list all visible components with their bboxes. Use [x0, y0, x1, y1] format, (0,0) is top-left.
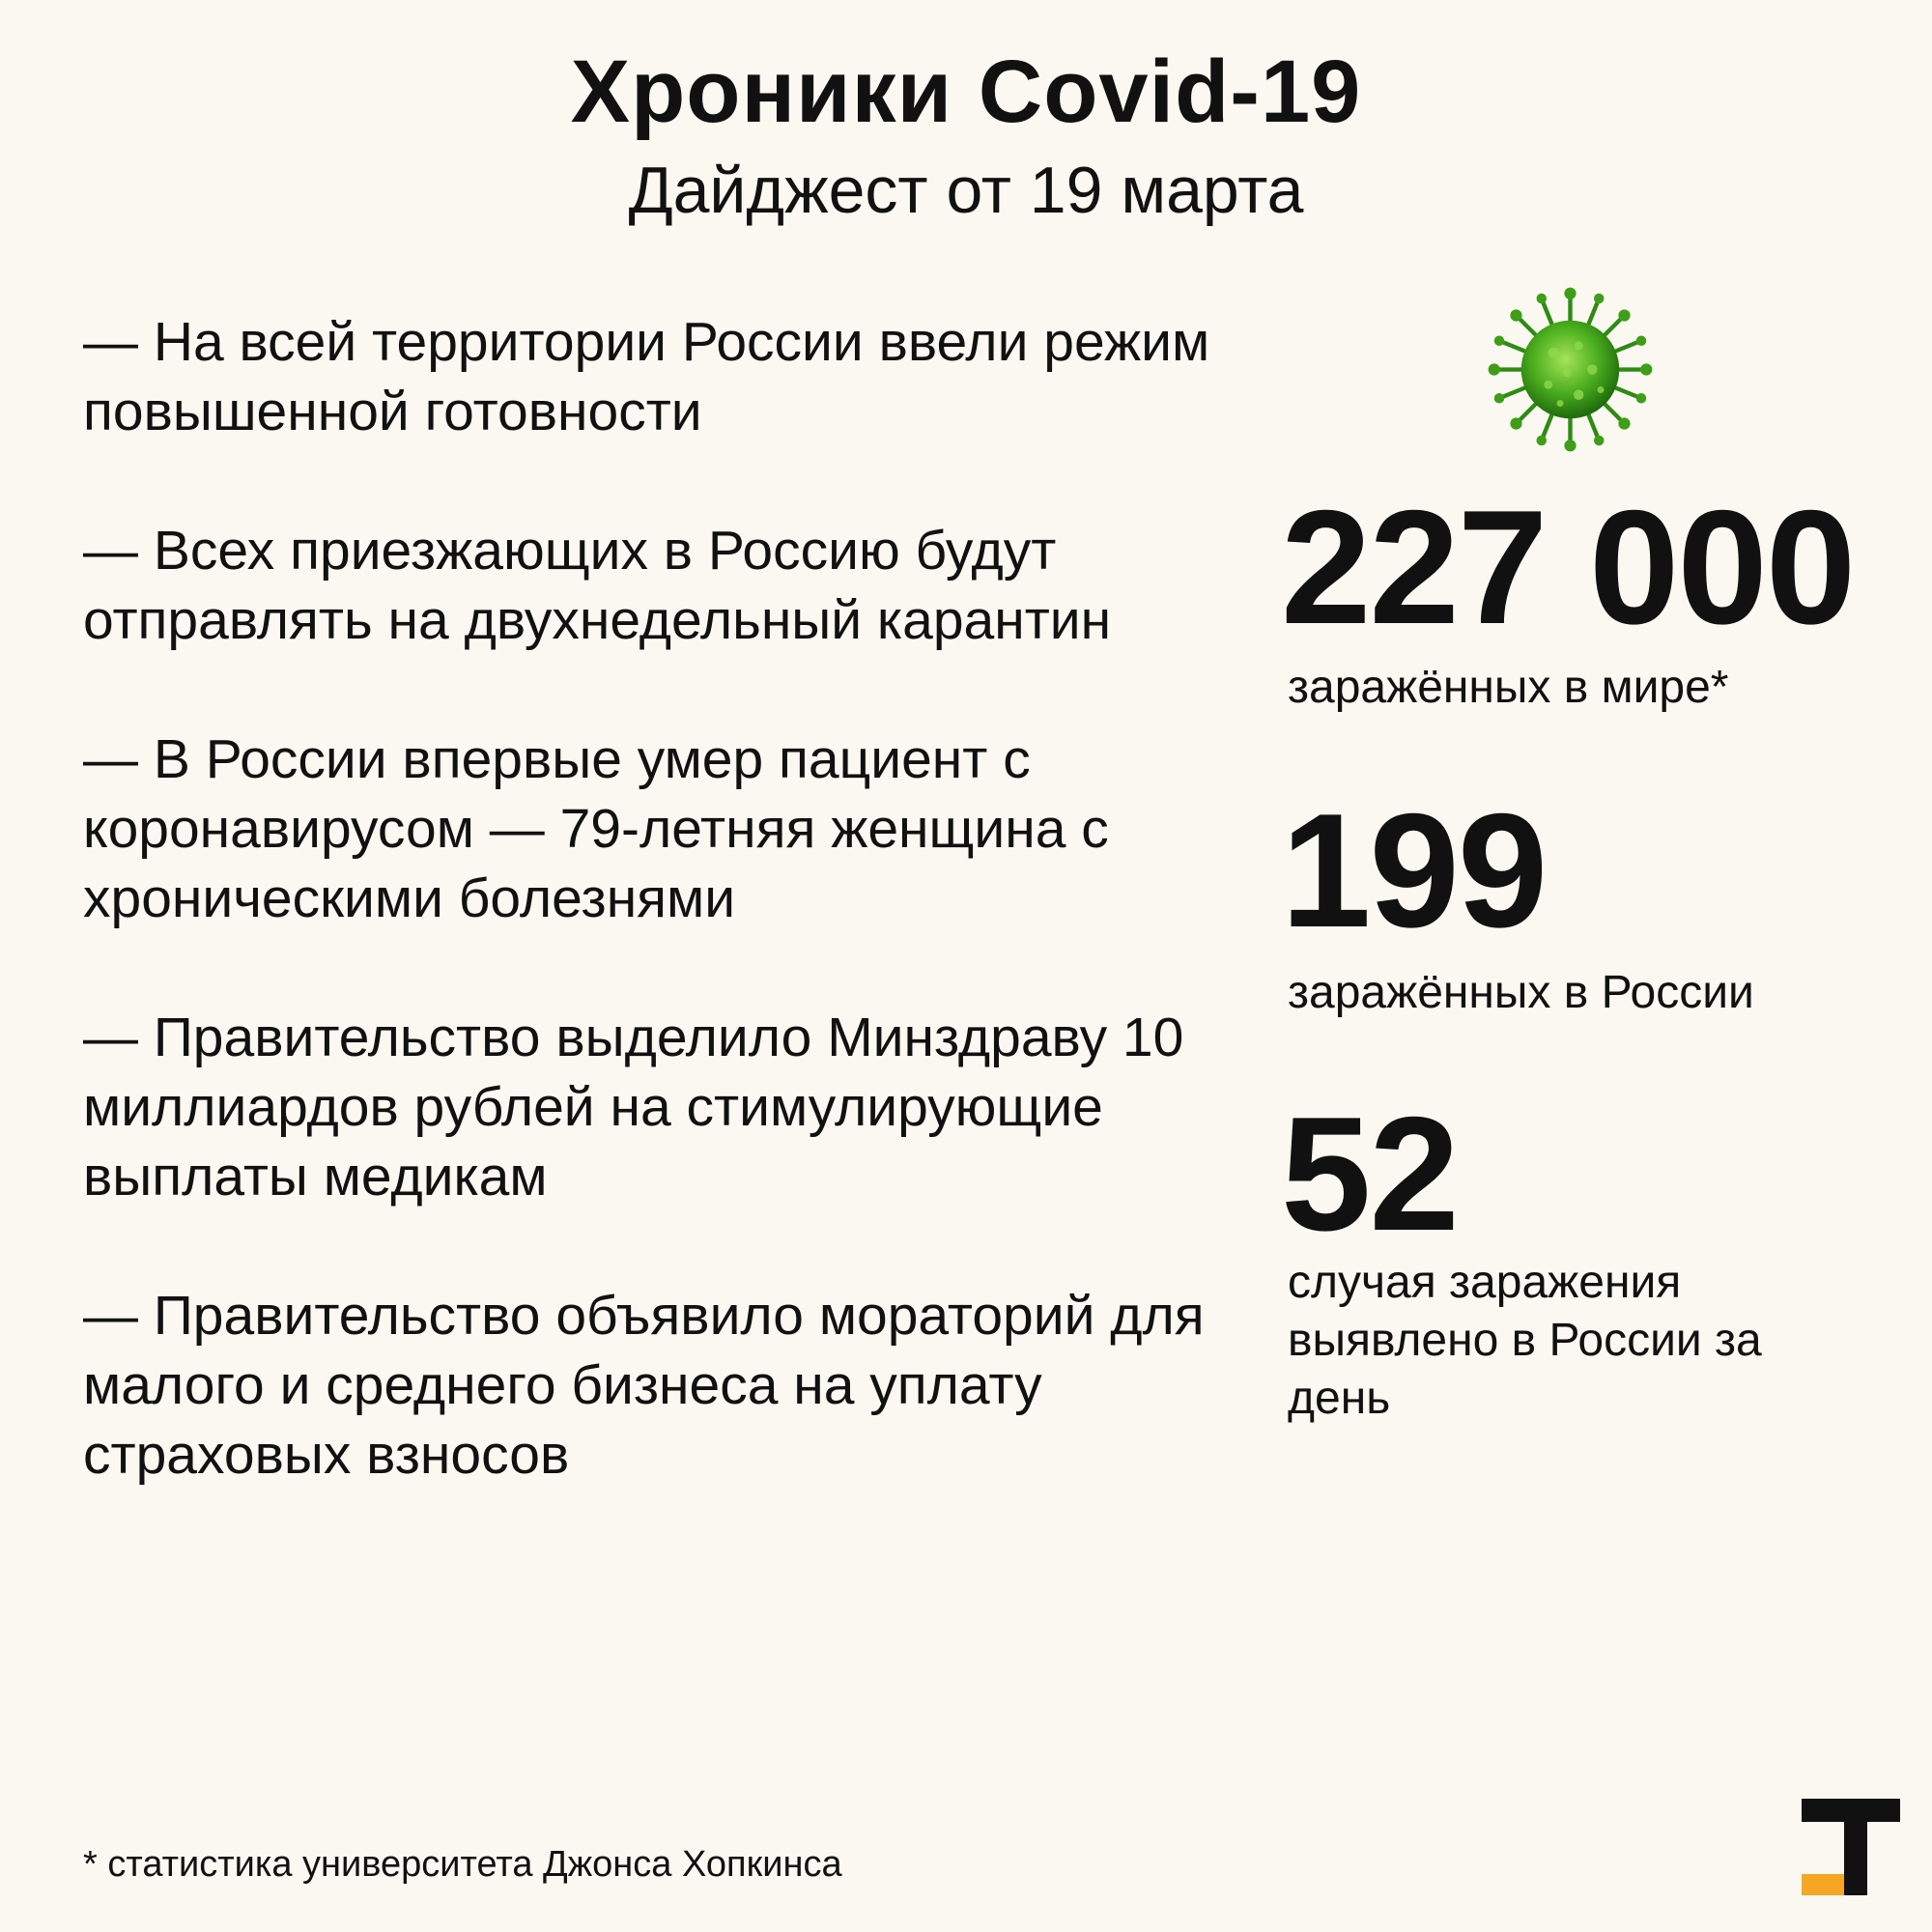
news-item-3: — В России впервые умер пациент с коронавирусом — 79-летняя женщина с хроническими болезнями: [83, 728, 1109, 929]
stat-world-value: 227 000: [1281, 476, 1855, 658]
t-logo-icon: [1802, 1799, 1900, 1895]
page-subtitle: Дайджест от 19 марта: [628, 154, 1304, 227]
footnote: * статистика университета Джонса Хопкинса: [83, 1844, 842, 1885]
header: [0, 39, 1932, 234]
stat-russia-label: заражённых в России: [1288, 967, 1754, 1018]
page-title: Хроники Covid-19: [570, 43, 1362, 141]
stat-russia-value: 199: [1281, 780, 1547, 961]
virus-icon: [1486, 285, 1655, 454]
news-item-2: — Всех приезжающих в Россию будут отправлять на двухнедельный карантин: [83, 520, 1112, 651]
news-item-5: — Правительство объявило мораторий для малого и среднего бизнеса на уплату страховых взносов: [83, 1285, 1205, 1486]
stat-day-value: 52: [1281, 1083, 1458, 1264]
news-item-4: — Правительство выделило Минздраву 10 миллиардов рублей на стимулирующие выплаты медикам: [83, 1007, 1184, 1208]
stat-day-label: случая заражения выявлено в России за день: [1288, 1257, 1762, 1424]
news-item-1: — На всей территории России ввели режим повышенной готовности: [83, 311, 1210, 442]
stat-world-label: заражённых в мире*: [1288, 662, 1729, 713]
